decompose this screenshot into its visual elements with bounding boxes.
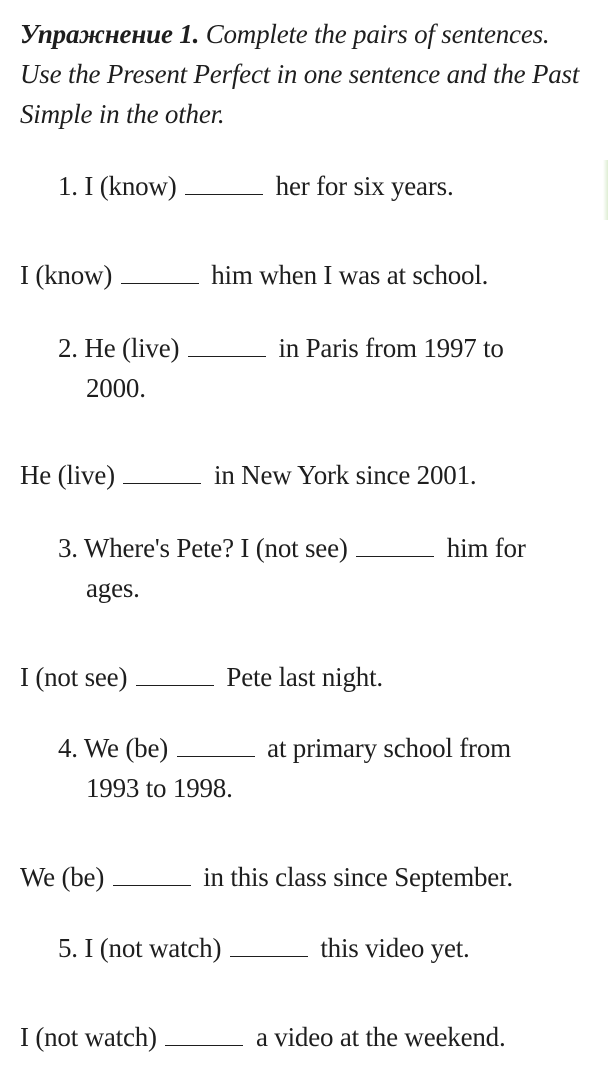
exercise-title-label: Упражнение 1.	[20, 19, 200, 49]
sentence-1b-end: him when I was at school.	[211, 260, 489, 290]
answer-blank-4b[interactable]	[113, 863, 191, 886]
sentence-3b-start: I (not see)	[20, 662, 128, 692]
sentence-3a-end: him for	[446, 533, 526, 563]
answer-blank-2a[interactable]	[188, 334, 266, 357]
sentence-5b	[20, 1017, 506, 1057]
sentence-2a-continuation: 2000.	[86, 373, 146, 403]
sentence-2b-start: He (live)	[20, 460, 115, 490]
sentence-2a-start: 2. He (live)	[58, 333, 180, 363]
answer-blank-3a[interactable]	[356, 534, 434, 557]
answer-blank-1b[interactable]	[121, 261, 199, 284]
sentence-3a-start: 3. Where's Pete? I (not see)	[58, 533, 348, 563]
sentence-3a	[58, 528, 526, 568]
answer-blank-2b[interactable]	[123, 461, 201, 484]
answer-blank-5b[interactable]	[165, 1023, 243, 1046]
sentence-1a	[58, 166, 454, 206]
sentence-4a-end: at primary school from	[267, 733, 511, 763]
sentence-4a-continuation: 1993 to 1998.	[86, 773, 233, 803]
answer-blank-1a[interactable]	[185, 172, 263, 195]
exercise-heading	[20, 14, 580, 134]
sentence-1b	[20, 255, 488, 295]
sentence-2a	[58, 328, 504, 368]
answer-blank-4a[interactable]	[177, 734, 255, 757]
sentence-5a-start: 5. I (not watch)	[58, 933, 222, 963]
sentence-3b-end: Pete last night.	[226, 662, 383, 692]
sentence-5a-end: this video yet.	[320, 933, 470, 963]
sentence-4a	[58, 728, 511, 768]
answer-blank-5a[interactable]	[230, 934, 308, 957]
sentence-5a	[58, 928, 470, 968]
sentence-2b-end: in New York since 2001.	[214, 460, 477, 490]
sentence-3b	[20, 657, 383, 697]
sentence-2a-end: in Paris from 1997 to	[278, 333, 504, 363]
sentence-1a-end: her for six years.	[275, 171, 454, 201]
sentence-4a-start: 4. We (be)	[58, 733, 169, 763]
sentence-5b-end: a video at the weekend.	[255, 1022, 506, 1052]
sentence-3a-continuation: ages.	[86, 573, 140, 603]
sentence-5b-start: I (not watch)	[20, 1022, 157, 1052]
exercise-instruction: Complete the pairs of sentences. Use the Present Perfect in one sentence and the Past Simple in the other.	[20, 19, 580, 129]
sentence-1b-start: I (know)	[20, 260, 113, 290]
page-edge-tint	[603, 160, 608, 220]
sentence-1a-start: 1. I (know)	[58, 171, 177, 201]
answer-blank-3b[interactable]	[136, 663, 214, 686]
sentence-4b-end: in this class since September.	[203, 862, 513, 892]
sentence-4b	[20, 857, 513, 897]
sentence-2b	[20, 455, 476, 495]
sentence-4b-start: We (be)	[20, 862, 105, 892]
